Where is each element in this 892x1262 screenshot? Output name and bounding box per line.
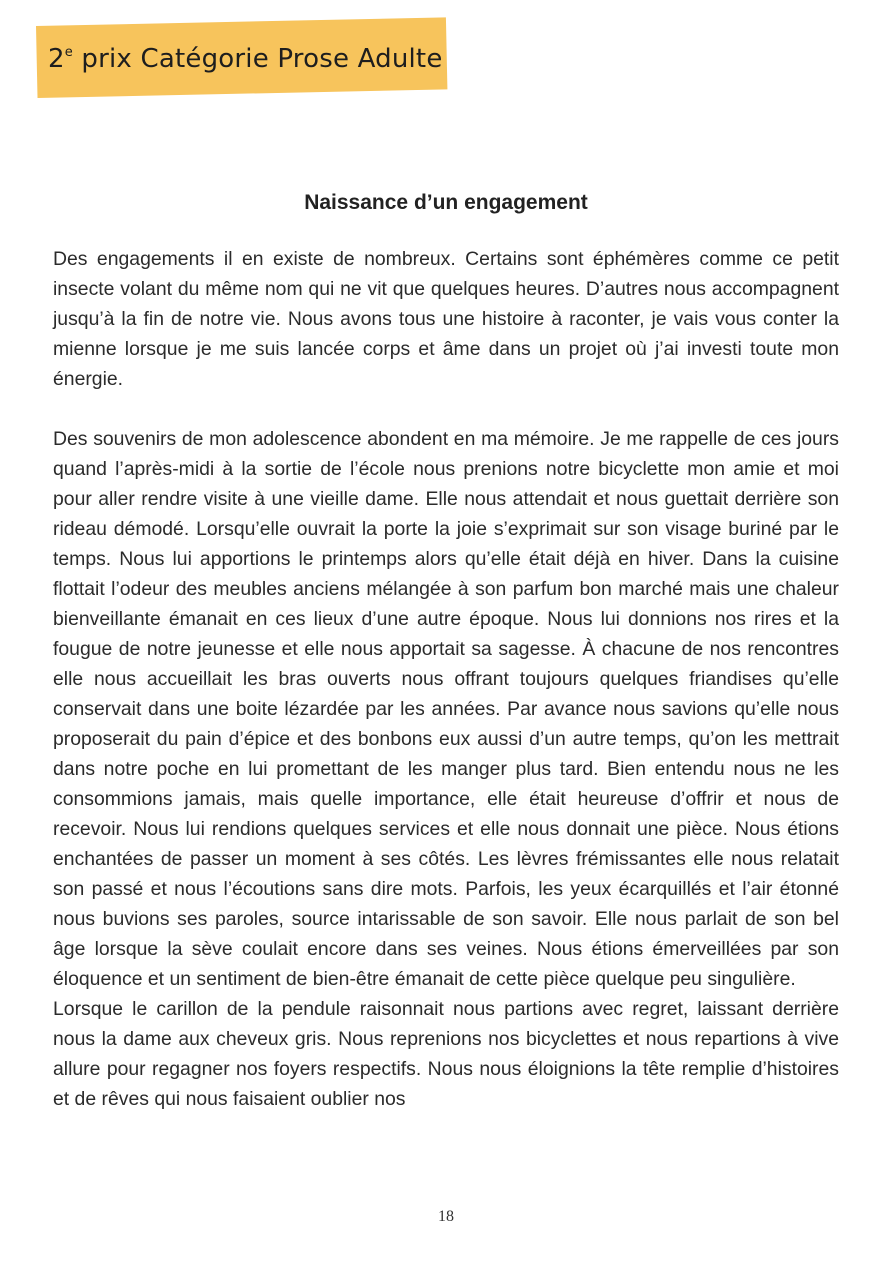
paragraph: Des souvenirs de mon adolescence abondent en ma mémoire. Je me rappelle de ces jours quand l’après-midi à la sortie de l’école nous prenions notre bicyclette mon amie et moi pour aller rendre visite à une vieille dame. Elle nous attendait et nous guettait derrière son rideau démodé. Lorsqu’elle ouvrait la porte la joie s’exprimait sur son visage buriné par le temps. Nous lui apportions le printemps alors qu’elle était déjà en hiver. Dans la cuisine flottait l’odeur des meubles anciens mélangée à son parfum bon marché mais une chaleur bienveillante émanait en ces lieux d’une autre époque. Nous lui donnions nos rires et la fougue de notre jeunesse et elle nous apportait sa sagesse. À chacune de nos rencontres elle nous accueillait les bras ouverts nous offrant toujours quelques friandises qu’elle conservait dans une boite lézardée par les années. Par avance nous savions qu’elle nous proposerait du pain d’épice et des bonbons eux aussi d’un autre temps, qu’on les mettrait dans notre poche en lui promettant de les manger plus tard. Bien entendu nous ne les consommions jamais, mais quelle importance, elle était heureuse d’offrir et nous de recevoir. Nous lui rendions quelques services et elle nous donnait une pièce. Nous étions enchantées de passer un moment à ses côtés. Les lèvres frémissantes elle nous relatait son passé et nous l’écoutions sans dire mots. Parfois, les yeux écarquillés et l’air étonné nous buvions ses paroles, source intarissable de son savoir. Elle nous parlait de son bel âge lorsque la sève coulait encore dans ses veines. Nous étions émerveillées par son éloquence et un sentiment de bien-être émanait de cette pièce quelque peu singulière. <box>53 428 839 990</box>
page-number: 18 <box>438 1208 454 1225</box>
prize-number: 2 <box>48 44 65 74</box>
paragraph: Des engagements il en existe de nombreux. Certains sont éphémères comme ce petit insecte volant du même nom qui ne vit que quelques heures. D’autres nous accompagnent jusqu’à la fin de notre vie. Nous avons tous une histoire à raconter, je vais vous conter la mienne lorsque je me suis lancée corps et âme dans un projet où j’ai investi toute mon énergie. <box>53 248 839 390</box>
prize-banner-label <box>48 44 443 74</box>
prize-superscript: e <box>64 45 73 60</box>
document-body <box>53 244 839 1114</box>
document-title: Naissance d’un engagement <box>304 191 588 214</box>
paragraph-gap <box>53 394 839 424</box>
paragraph: Lorsque le carillon de la pendule raisonnait nous partions avec regret, laissant derrière nous la dame aux cheveux gris. Nous reprenions nos bicyclettes et nous repartions à vive allure pour regagner nos foyers respectifs. Nous nous éloignions la tête remplie d’histoires et de rêves qui nous faisaient oublier nos <box>53 998 839 1110</box>
prize-category: prix Catégorie Prose Adulte <box>72 44 443 74</box>
